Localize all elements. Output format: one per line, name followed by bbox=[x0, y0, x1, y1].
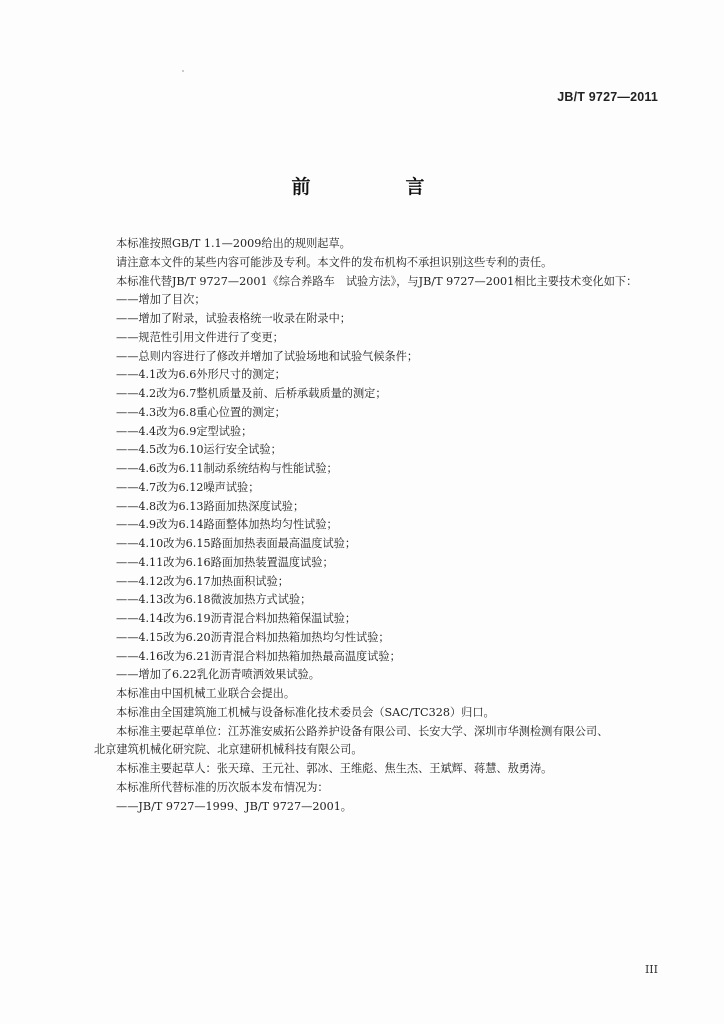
scan-speck bbox=[182, 70, 184, 72]
paragraph-line: ——规范性引用文件进行了变更； bbox=[116, 330, 284, 344]
paragraph-line: ——4.12改为6.17加热面积试验； bbox=[116, 574, 289, 588]
paragraph-line: 本标准所代替标准的历次版本发布情况为： bbox=[116, 780, 329, 794]
page-number: III bbox=[644, 963, 658, 976]
paragraph-line: ——4.13改为6.18微波加热方式试验； bbox=[116, 593, 312, 607]
paragraph-line: ——4.10改为6.15路面加热表面最高温度试验； bbox=[116, 537, 357, 550]
paragraph-line: 北京建筑机械化研究院、北京建研机械科技有限公司。 bbox=[94, 743, 363, 757]
paragraph-line: ——4.1改为6.6外形尺寸的测定； bbox=[116, 368, 286, 382]
paragraph-line: 本标准主要起草人：张天璋、王元社、郭冰、王维彪、焦生杰、王斌辉、蒋慧、敖勇涛。 bbox=[116, 762, 553, 775]
paragraph-line: ——4.4改为6.9定型试验； bbox=[116, 424, 253, 438]
paragraph-line: 本标准由中国机械工业联合会提出。 bbox=[116, 687, 296, 700]
paragraph-line: ——增加了6.22乳化沥青喷洒效果试验。 bbox=[116, 668, 320, 682]
paragraph-line: ——4.16改为6.21沥青混合料加热箱加热最高温度试验； bbox=[116, 649, 401, 663]
paragraph-line: ——4.7改为6.12噪声试验； bbox=[116, 480, 260, 494]
paragraph-line: ——总则内容进行了修改并增加了试验场地和试验气候条件； bbox=[116, 349, 419, 363]
paragraph-line: ——4.14改为6.19沥青混合料加热箱保温试验； bbox=[116, 612, 357, 625]
foreword-body bbox=[94, 235, 674, 816]
paragraph-line: ——JB/T 9727—1999、JB/T 9727—2001。 bbox=[116, 799, 352, 813]
paragraph-line: 本标准代替JB/T 9727—2001《综合养路车 试验方法》，与JB/T 9727—2001相比主要技术变化如下： bbox=[116, 274, 638, 288]
paragraph-line: ——4.6改为6.11制动系统结构与性能试验； bbox=[116, 462, 338, 475]
paragraph-line: 本标准由全国建筑施工机械与设备标准化技术委员会（SAC/TC328）归口。 bbox=[116, 705, 495, 719]
paragraph-line: 请注意本文件的某些内容可能涉及专利。本文件的发布机构不承担识别这些专利的责任。 bbox=[116, 255, 553, 269]
standard-code: JB/T 9727—2011 bbox=[557, 90, 658, 104]
paragraph-line: ——4.3改为6.8重心位置的测定； bbox=[116, 405, 286, 419]
paragraph-line: ——4.9改为6.14路面整体加热均匀性试验； bbox=[116, 518, 338, 532]
paragraph-line: ——4.15改为6.20沥青混合料加热箱加热均匀性试验； bbox=[116, 630, 390, 644]
paragraph-line: ——4.8改为6.13路面加热深度试验； bbox=[116, 499, 305, 513]
paragraph-line: 本标准按照GB/T 1.1—2009给出的规则起草。 bbox=[116, 237, 351, 250]
paragraph-line: ——增加了目次； bbox=[116, 293, 206, 307]
page-title: 前 言 bbox=[291, 176, 463, 198]
paragraph-line: ——4.5改为6.10运行安全试验； bbox=[116, 443, 282, 457]
paragraph-line: 本标准主要起草单位：江苏淮安威拓公路养护设备有限公司、长安大学、深圳市华测检测有限公司、 bbox=[116, 724, 609, 738]
paragraph-line: ——4.11改为6.16路面加热装置温度试验； bbox=[116, 555, 334, 569]
paragraph-line: ——4.2改为6.7整机质量及前、后桥承载质量的测定； bbox=[116, 387, 387, 400]
paragraph-line: ——增加了附录，试验表格统一收录在附录中； bbox=[116, 312, 351, 325]
